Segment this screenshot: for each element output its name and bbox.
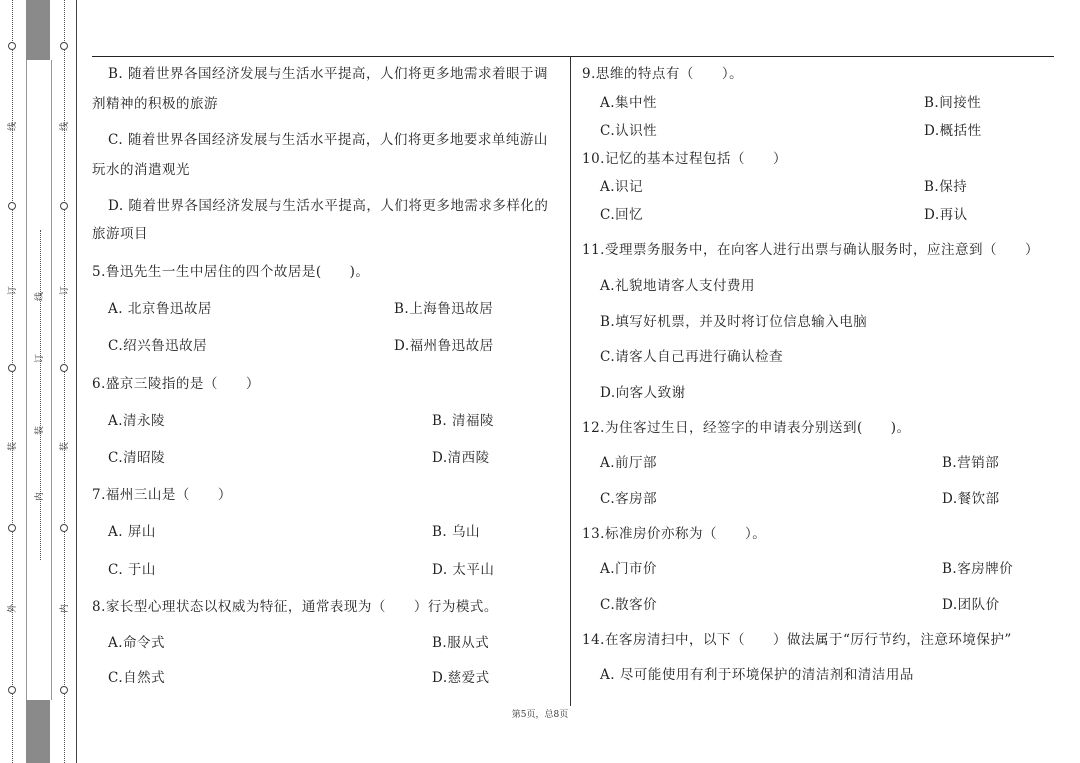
- question-9-option-c: C.认识性: [600, 123, 658, 139]
- option-4b-line1: B. 随着世界各国经济发展与生活水平提高，人们将更多地需求着眼于调: [108, 66, 549, 82]
- question-13-option-c: C.散客价: [600, 597, 658, 613]
- question-6-option-a: A.清永陵: [108, 413, 166, 429]
- binding-hole: [60, 42, 68, 50]
- question-8-option-c: C.自然式: [108, 670, 166, 686]
- question-8-stem: 8.家长型心理状态以权威为特征，通常表现为（ ）行为模式。: [92, 599, 498, 615]
- binding-label: 线: [60, 121, 71, 132]
- question-7-option-b: B. 乌山: [432, 524, 481, 540]
- binding-hole: [8, 202, 16, 210]
- binding-label: 线: [35, 291, 46, 302]
- question-5-option-c: C.绍兴鲁迅故居: [108, 338, 208, 354]
- dotted-line: [40, 230, 41, 560]
- gray-bar-top: [26, 0, 50, 60]
- question-12-option-c: C.客房部: [600, 491, 658, 507]
- binding-hole: [60, 202, 68, 210]
- question-8-option-d: D.慈爱式: [432, 670, 490, 686]
- question-11-option-d: D.向客人致谢: [600, 385, 686, 401]
- question-11-option-a: A.礼貌地请客人支付费用: [600, 278, 756, 294]
- margin-rule: [76, 0, 77, 763]
- binding-hole: [8, 364, 16, 372]
- question-8-option-a: A.命令式: [108, 635, 166, 651]
- binding-label: 装: [60, 441, 71, 452]
- column-divider: [570, 56, 571, 706]
- question-10-option-d: D.再认: [924, 207, 968, 223]
- question-9-option-b: B.间接性: [924, 95, 982, 111]
- question-8-option-b: B.服从式: [432, 635, 490, 651]
- question-7-stem: 7.福州三山是（ ）: [92, 487, 232, 503]
- question-10-option-b: B.保持: [924, 179, 968, 195]
- question-9-option-a: A.集中性: [600, 95, 658, 111]
- question-11-option-b: B.填写好机票，并及时将订位信息输入电脑: [600, 314, 868, 330]
- question-6-option-d: D.清西陵: [432, 450, 490, 466]
- question-6-stem: 6.盛京三陵指的是（ ）: [92, 376, 260, 392]
- question-5-option-d: D.福州鲁迅故居: [394, 338, 494, 354]
- question-11-option-c: C.请客人自己再进行确认检查: [600, 349, 784, 365]
- binding-label: 订: [35, 353, 46, 364]
- binding-label: 订: [60, 285, 71, 296]
- binding-hole: [8, 524, 16, 532]
- question-11-stem: 11.受理票务服务中，在向客人进行出票与确认服务时，应注意到（ ）: [582, 242, 1039, 258]
- dotted-line: [64, 0, 65, 763]
- question-12-stem: 12.为住客过生日，经签字的申请表分别送到( )。: [582, 420, 911, 436]
- question-13-option-a: A.门市价: [600, 561, 658, 577]
- question-13-option-d: D.团队价: [942, 597, 1000, 613]
- question-5-stem: 5.鲁迅先生一生中居住的四个故居是( )。: [92, 264, 370, 280]
- question-7-option-c: C. 于山: [108, 562, 156, 578]
- option-4d-line2: 旅游项目: [92, 226, 148, 242]
- question-5-option-a: A. 北京鲁迅故居: [108, 301, 212, 317]
- question-10-option-a: A.识记: [600, 179, 644, 195]
- option-4d-line1: D. 随着世界各国经济发展与生活水平提高，人们将更多地需求多样化的: [108, 198, 549, 214]
- question-14-option-a: A. 尽可能使用有利于环境保护的清洁剂和清洁用品: [600, 667, 914, 683]
- question-12-option-d: D.餐饮部: [942, 491, 1000, 507]
- binding-label: 内: [60, 603, 71, 614]
- binding-hole: [60, 686, 68, 694]
- question-6-option-b: B. 清福陵: [432, 413, 495, 429]
- binding-hole: [8, 42, 16, 50]
- question-13-option-b: B.客房牌价: [942, 561, 1014, 577]
- question-9-option-d: D.概括性: [924, 123, 982, 139]
- right-column: [582, 0, 1052, 720]
- binding-hole: [60, 364, 68, 372]
- option-4b-line2: 剂精神的积极的旅游: [92, 96, 218, 112]
- binding-hole: [8, 686, 16, 694]
- question-9-stem: 9.思维的特点有（ ）。: [582, 66, 744, 82]
- question-7-option-d: D. 太平山: [432, 562, 495, 578]
- option-4c-line2: 玩水的消遣观光: [92, 162, 190, 178]
- binding-hole: [60, 524, 68, 532]
- binding-frame: [26, 60, 52, 700]
- binding-label: 装: [35, 425, 46, 436]
- binding-label: 线: [8, 121, 19, 132]
- binding-label: 内: [35, 491, 46, 502]
- question-6-option-c: C.清昭陵: [108, 450, 166, 466]
- dotted-line: [12, 0, 13, 763]
- question-7-option-a: A. 屏山: [108, 524, 156, 540]
- question-14-stem: 14.在客房清扫中，以下（ ）做法属于“厉行节约，注意环境保护”: [582, 632, 1012, 648]
- question-5-option-b: B.上海鲁迅故居: [394, 301, 494, 317]
- question-10-stem: 10.记忆的基本过程包括（ ）: [582, 151, 787, 167]
- binding-label: 外: [8, 603, 19, 614]
- binding-margin: [0, 0, 78, 763]
- question-10-option-c: C.回忆: [600, 207, 644, 223]
- page-number: 第5页，总8页: [511, 710, 569, 720]
- binding-label: 装: [8, 441, 19, 452]
- binding-label: 订: [8, 285, 19, 296]
- question-12-option-a: A.前厅部: [600, 455, 658, 471]
- question-13-stem: 13.标准房价亦称为（ ）。: [582, 526, 767, 542]
- question-12-option-b: B.营销部: [942, 455, 1000, 471]
- left-column: [92, 0, 567, 720]
- option-4c-line1: C. 随着世界各国经济发展与生活水平提高，人们将更多地要求单纯游山: [108, 132, 548, 148]
